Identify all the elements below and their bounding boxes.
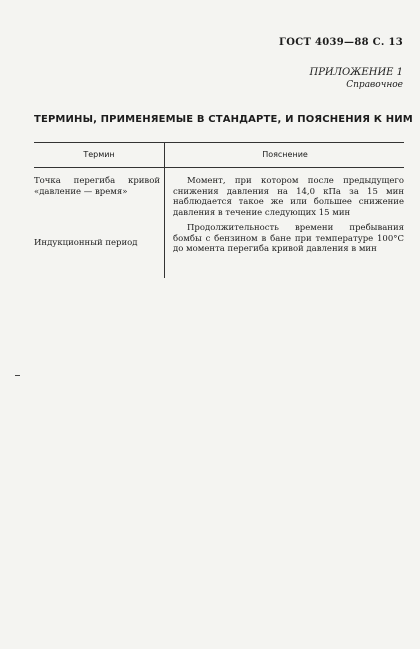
table-row-explanation: Продолжительность времени пребывания бомбы с бензином в бане при температуре 100°С до момента перегиба кривой давления в мин bbox=[173, 223, 404, 254]
table-row-term: Индукционный период bbox=[34, 238, 138, 248]
column-header-explanation: Пояснение bbox=[164, 143, 405, 167]
appendix-label: ПРИЛОЖЕНИЕ 1 bbox=[309, 67, 403, 78]
table-row-explanation: Момент, при котором после предыдущего снижения давления на 14,0 кПа за 15 мин наблюдается такое же или большее снижение давления в течение следующих 15 мин bbox=[173, 176, 404, 218]
table-row-term: Точка перегиба кривой «давление — время» bbox=[34, 176, 160, 197]
appendix-note: Справочное bbox=[346, 80, 403, 90]
margin-mark bbox=[15, 375, 20, 376]
appendix-block bbox=[309, 66, 403, 92]
column-divider bbox=[164, 168, 165, 278]
table-body bbox=[34, 168, 404, 278]
document-code: ГОСТ 4039—88 С. 13 bbox=[279, 37, 403, 48]
column-header-term: Термин bbox=[83, 150, 115, 159]
table-header bbox=[34, 142, 404, 168]
terms-table bbox=[34, 142, 404, 278]
page-title: ТЕРМИНЫ, ПРИМЕНЯЕМЫЕ В СТАНДАРТЕ, И ПОЯСНЕНИЯ К НИМ bbox=[34, 114, 413, 125]
